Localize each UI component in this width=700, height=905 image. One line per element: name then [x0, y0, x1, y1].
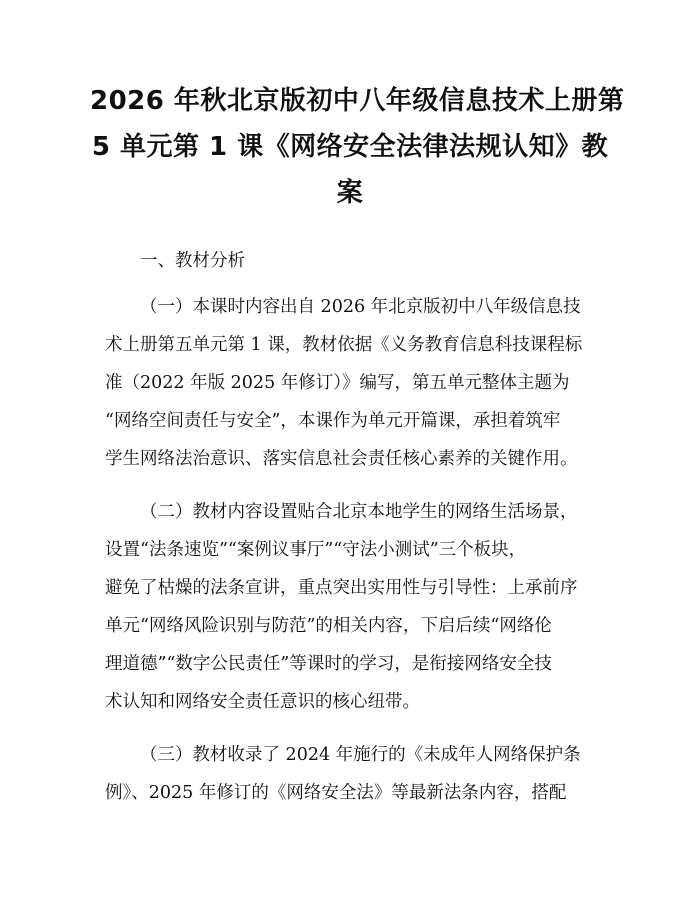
- text-line: 理道德”“数字公民责任”等课时的学习，是衔接网络安全技: [105, 654, 552, 674]
- text-line: （三）教材收录了 2024 年施行的《未成年人网络保护条: [140, 745, 581, 765]
- title-line: 2026 年秋北京版初中八年级信息技术上册第: [90, 86, 625, 116]
- text-line: 避免了枯燥的法条宣讲，重点突出实用性与引导性：上承前序: [105, 578, 578, 598]
- paragraph-1: [105, 288, 605, 478]
- text-line: 单元“网络风险识别与防范”的相关内容，下启后续“网络伦: [105, 616, 552, 636]
- document-body: [105, 242, 605, 827]
- section-heading: 一、教材分析: [140, 251, 245, 271]
- text-line: （一）本课时内容出自 2026 年北京版初中八年级信息技: [140, 297, 581, 317]
- text-line: “网络空间责任与安全”，本课作为单元开篇课，承担着筑牢: [105, 411, 561, 431]
- text-line: （二）教材内容设置贴合北京本地学生的网络生活场景，: [140, 502, 578, 522]
- paragraph-2: [105, 493, 605, 721]
- text-line: 例》、2025 年修订的《网络安全法》等最新法条内容，搭配: [105, 783, 567, 803]
- text-line: 准（2022 年版 2025 年修订）》编写，第五单元整体主题为: [105, 373, 570, 393]
- text-line: 设置“法条速览”“案例议事厅”“守法小测试”三个板块，: [105, 540, 527, 560]
- title-line: 5 单元第 1 课《网络安全法律法规认知》教: [91, 132, 609, 162]
- title-line: 案: [336, 178, 364, 208]
- document-title: [90, 78, 625, 216]
- text-line: 术上册第五单元第 1 课，教材依据《义务教育信息科技课程标: [105, 335, 583, 355]
- text-line: 术认知和网络安全责任意识的核心纽带。: [105, 692, 420, 712]
- text-line: 学生网络法治意识、落实信息社会责任核心素养的关键作用。: [105, 449, 578, 469]
- paragraph-3: [105, 736, 605, 812]
